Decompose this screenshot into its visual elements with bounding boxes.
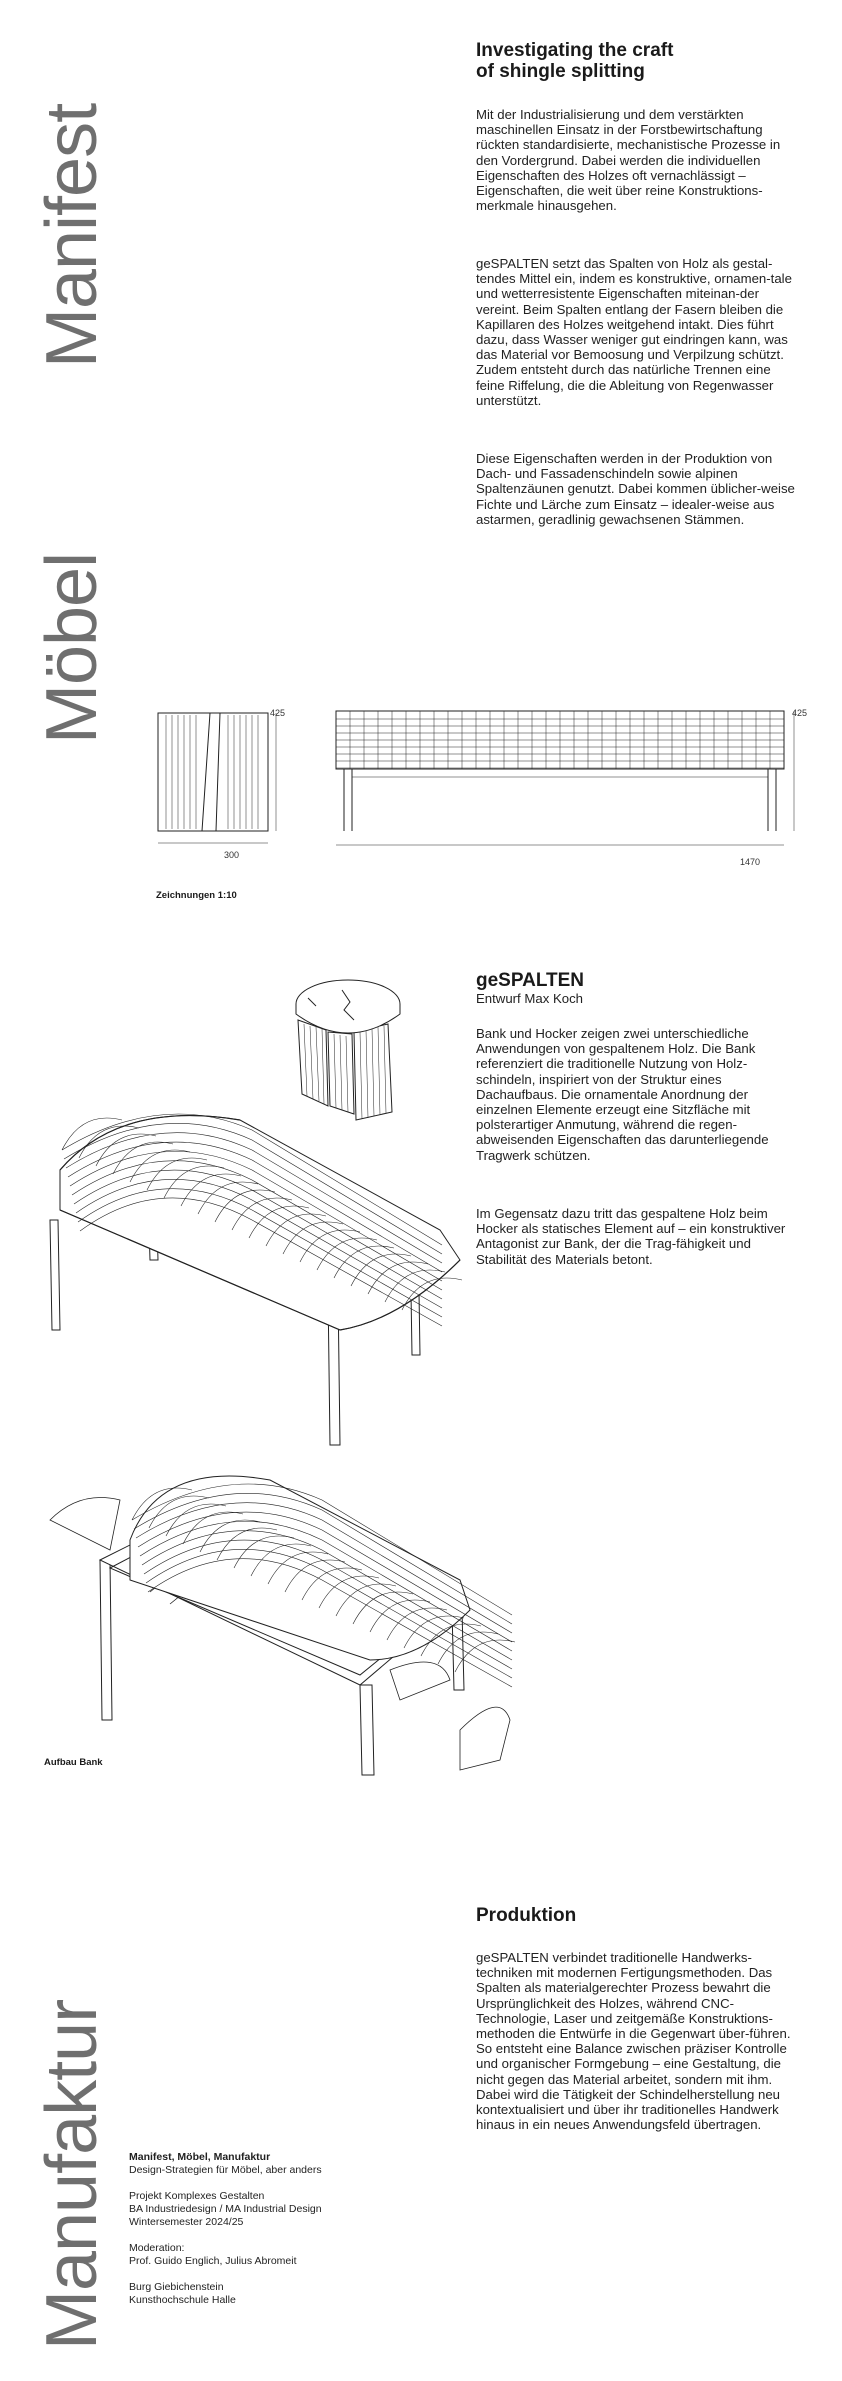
bench-width-dim: 1470 [740,857,761,867]
bench-elevation-drawing [330,705,800,875]
manifest-heading-line2: of shingle splitting [476,61,645,82]
credits-block [129,2151,429,2320]
manifest-paragraph-2: geSPALTEN setzt das Spalten von Holz als gestal-tendes Mittel ein, indem es konstruktive, ornamen-tale und wetterresistente Eigenschaften miteinan-der vereint. Beim Spalten entlang der Fasern bleiben die Kapillaren des Holzes weitgehend intakt. Dies führt dazu, dass Wasser weniger gut eindringen kann, was das Material vor Bemoosung und Verpilzung schützt. Zudem entsteht durch das natürliche Trennen eine feine Riffelung, die die Ableitung von Regenwasser unterstützt. [476,256,792,408]
credits-subtitle: Design-Strategien für Möbel, aber anders [129,2164,322,2176]
gespalten-paragraph-1: Bank und Hocker zeigen zwei unterschiedliche Anwendungen von gespaltenem Holz. Die Bank referenziert die traditionelle Nutzung von Holz-schindeln, inspiriert von der Struktur eines Dachaufbaus. Die ornamentale Anordnung der einzelnen Elemente erzeugt eine Sitzfläche mit polsterartiger Anmutung, während die regen-abweisenden Eigenschaften das darunterliegende Tragwerk schützen. [476,1026,769,1163]
drawings-caption: Zeichnungen 1:10 [156,890,237,901]
vertical-title-manifest: Manifest [32,103,112,368]
vertical-title-moebel: Möbel [32,552,112,744]
manifest-heading-line1: Investigating the craft [476,40,674,61]
bench-height-dim: 425 [792,708,808,718]
gespalten-paragraph-2: Im Gegensatz dazu tritt das gespaltene Holz beim Hocker als statisches Element auf – ein konstruktiver Antagonist zur Bank, der die Trag-fähigkeit und Stabilität des Materials betont. [476,1206,786,1267]
manifest-heading [476,40,673,82]
credits-moderators: Prof. Guido Englich, Julius Abromeit [129,2255,297,2267]
stool-elevation-drawing [150,705,290,875]
bench-axonometric [40,1080,460,1460]
gespalten-subtitle: Entwurf Max Koch [476,991,584,1006]
bench-exploded-axonometric [40,1420,500,1820]
stool-width-dim: 300 [224,850,240,860]
credits-moderation-label: Moderation: [129,2242,185,2254]
credits-title: Manifest, Möbel, Manufaktur [129,2151,271,2163]
produktion-title: Produktion [476,1905,577,1926]
credits-project: Projekt Komplexes Gestalten [129,2190,265,2202]
gespalten-title: geSPALTEN [476,970,585,991]
stool-height-dim: 425 [270,708,286,718]
manifest-paragraph-3: Diese Eigenschaften werden in der Produktion von Dach- und Fassadenschindeln sowie alpinen Spaltenzäunen genutzt. Dabei kommen üblicher-weise Fichte und Lärche zum Einsatz – idealer-weise aus astarmen, geradlinig gewachsenen Stämmen. [476,451,795,527]
aufbau-caption: Aufbau Bank [44,1757,103,1768]
manifest-paragraph-1: Mit der Industrialisierung und dem verstärkten maschinellen Einsatz in der Forstbewirtschaftung rückten standardisierte, mechanistische Prozesse in den Vordergrund. Dabei werden die individuellen Eigenschaften des Holzes oft vernachlässigt – Eigenschaften, die weit über reine Konstruktions-merkmale hinausgehen. [476,107,781,214]
credits-semester: Wintersemester 2024/25 [129,2216,244,2228]
vertical-title-manufaktur: Manufaktur [32,1999,112,2350]
credits-program: BA Industriedesign / MA Industrial Design [129,2203,322,2215]
produktion-paragraph: geSPALTEN verbindet traditionelle Handwerks-techniken mit modernen Fertigungsmethoden. Das Spalten als materialgerechter Prozess bewahrt die Ursprünglichkeit des Holzes, während CNC-Technologie, Laser und zeitgemäße Konstruktions-methoden die Entwürfe in die Gegenwart über-führen. So entsteht eine Balance zwischen präziser Kontrolle und organischer Formgebung – eine Gestaltung, die nicht gegen das Material arbeitet, sondern mit ihm. Dabei wird die Tätigkeit der Schindelherstellung neu kontextualisiert und über ihr traditionelles Handwerk hinaus in ein neues Anwendungsfeld übertragen. [476,1950,791,2133]
credits-school-line1: Burg Giebichenstein [129,2281,224,2293]
credits-school-line2: Kunsthochschule Halle [129,2294,236,2306]
